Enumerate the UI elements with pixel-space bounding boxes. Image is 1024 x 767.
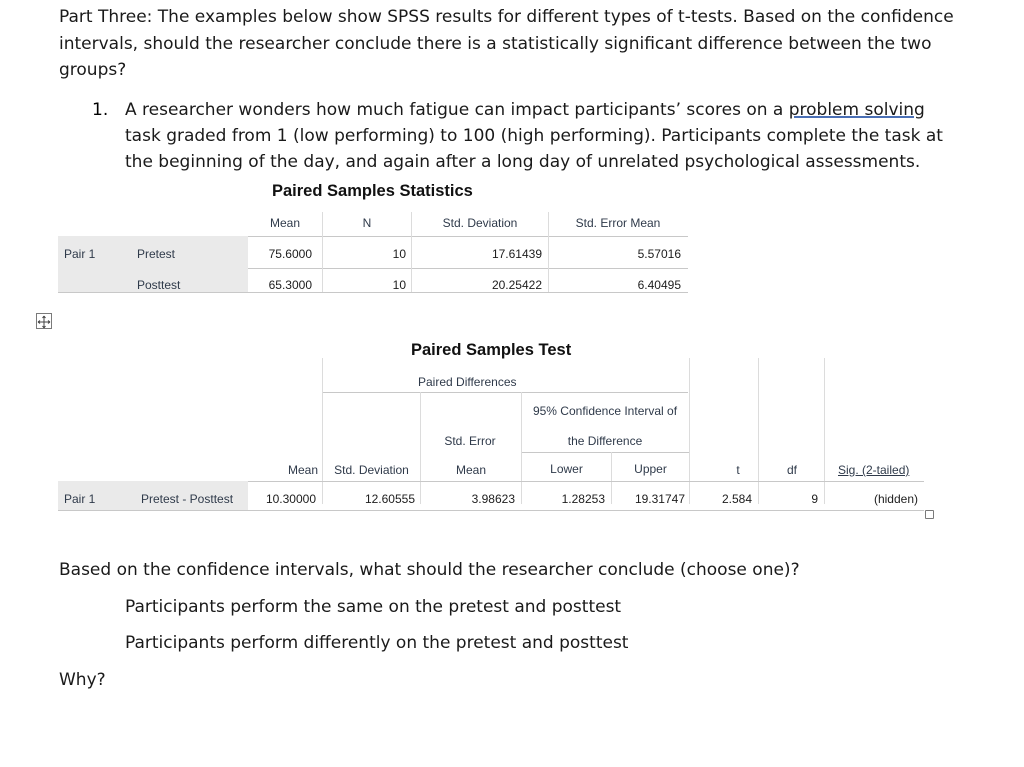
stats-header-rule [248, 236, 688, 237]
test-header-bottom-rule [248, 481, 924, 482]
question-text-part-2: task graded from 1 (low performing) to 100 (high performing). Participants complete the task at the beginning of the day, and again after a long day of unrelated psychological assessments. [125, 126, 943, 172]
question-text [125, 97, 945, 175]
test-value-upper: 19.31747 [634, 492, 685, 506]
stats-header-std-error-mean: Std. Error Mean [575, 216, 661, 230]
test-col-divider [758, 358, 759, 504]
stats-posttest-n: 10 [392, 278, 406, 292]
stats-posttest-sd: 20.25422 [491, 278, 542, 292]
intro-paragraph: Part Three: The examples below show SPSS results for different types of t-tests. Based on the confidence intervals, should the researcher conclude there is a statistically significant difference between the two groups? [59, 7, 954, 80]
question-prompt: Based on the confidence intervals, what should the researcher conclude (choose one)? [59, 560, 800, 580]
test-value-sem: 3.98623 [471, 492, 515, 506]
std-error-header: Std. Error [444, 434, 496, 448]
answer-option[interactable]: Participants perform the same on the pretest and posttest [125, 597, 622, 617]
test-col-divider [420, 392, 421, 504]
stats-row-rule [248, 268, 688, 269]
stats-header-std-deviation: Std. Deviation [442, 216, 518, 230]
resize-handle-icon[interactable] [925, 510, 934, 519]
test-value-t: 2.584 [721, 492, 752, 506]
stats-pair-label: Pair 1 [64, 247, 96, 261]
stats-row-label-pretest: Pretest [137, 247, 176, 261]
test-header-upper: Upper [634, 462, 667, 476]
test-header-std-deviation: Std. Deviation [334, 463, 409, 477]
ci-header-line-1: 95% Confidence Interval of [532, 404, 678, 418]
stats-table-title: Paired Samples Statistics [272, 182, 473, 200]
move-cross-icon[interactable] [36, 313, 52, 329]
question-text-part-1: A researcher wonders how much fatigue can impact participants’ scores on a [125, 100, 789, 120]
stats-row-label-posttest: Posttest [137, 278, 181, 292]
test-value-lower: 1.28253 [561, 492, 605, 506]
question-number: 1. [92, 100, 109, 120]
stats-pretest-sd: 17.61439 [491, 247, 542, 261]
test-value-sig: (hidden) [873, 492, 918, 506]
stats-pretest-mean: 75.6000 [268, 247, 312, 261]
test-col-divider [689, 358, 690, 504]
test-table-title: Paired Samples Test [411, 341, 572, 359]
why-prompt: Why? [59, 670, 106, 690]
paired-differences-header: Paired Differences [418, 375, 517, 389]
ci-header-line-2: the Difference [567, 434, 643, 448]
test-value-mean: 10.30000 [265, 492, 316, 506]
stats-posttest-sem: 6.40495 [637, 278, 681, 292]
test-header-t: t [736, 463, 740, 477]
test-row-label: Pretest - Posttest [141, 492, 234, 506]
spelling-underline-text: problem solving [788, 100, 925, 120]
test-col-divider [824, 358, 825, 504]
paired-differences-rule [322, 392, 688, 393]
answer-option[interactable]: Participants perform differently on the pretest and posttest [125, 633, 629, 653]
test-col-divider [521, 392, 522, 504]
test-pair-label: Pair 1 [64, 492, 96, 506]
stats-bottom-rule [58, 292, 688, 293]
test-header-sig: Sig. (2-tailed) [838, 463, 910, 477]
test-bottom-rule [58, 510, 924, 511]
test-header-lower: Lower [550, 462, 583, 476]
test-header-std-error-mean: Mean [455, 463, 487, 477]
test-value-df: 9 [811, 492, 818, 506]
stats-header-mean: Mean [269, 216, 301, 230]
stats-posttest-mean: 65.3000 [268, 278, 312, 292]
stats-header-n: N [362, 216, 372, 230]
stats-pretest-n: 10 [392, 247, 406, 261]
ci-header-rule [521, 452, 689, 453]
stats-pretest-sem: 5.57016 [637, 247, 681, 261]
test-header-mean: Mean [287, 463, 318, 477]
test-value-sd: 12.60555 [364, 492, 415, 506]
test-col-divider [322, 358, 323, 504]
test-header-df: df [786, 463, 797, 477]
